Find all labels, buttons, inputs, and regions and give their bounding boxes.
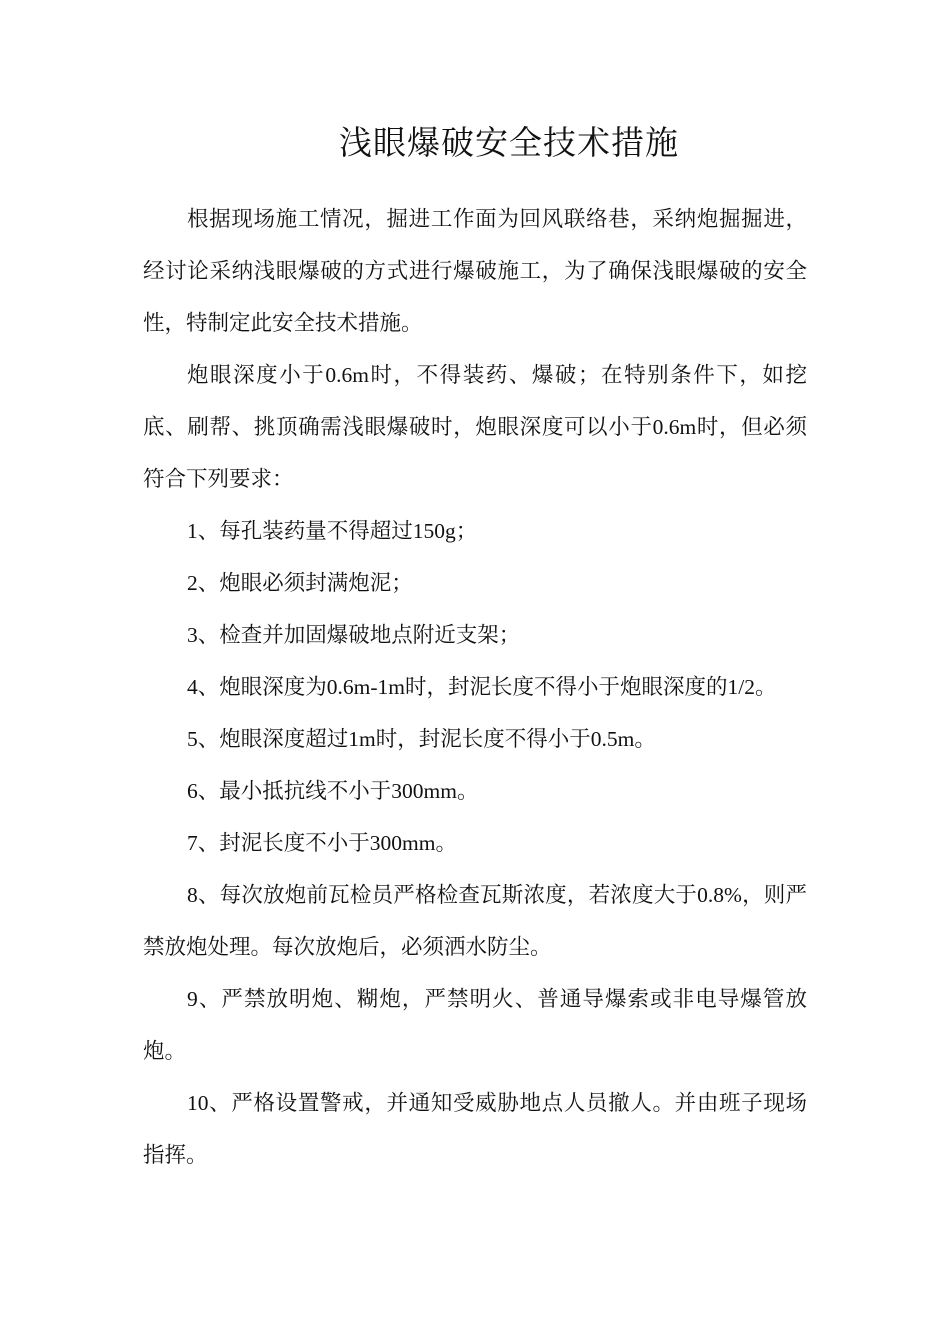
list-item-4: 4、炮眼深度为0.6m-1m时，封泥长度不得小于炮眼深度的1/2。 (187, 675, 777, 699)
paragraph-requirements: 炮眼深度小于0.6m时，不得装药、爆破；在特别条件下，如挖底、刷帮、挑顶确需浅眼爆破时，炮眼深度可以小于0.6m时，但必须符合下列要求： (143, 363, 807, 491)
list-item-10: 10、严格设置警戒，并通知受威胁地点人员撤人。并由班子现场指挥。 (143, 1091, 807, 1167)
list-item-8: 8、每次放炮前瓦检员严格检查瓦斯浓度，若浓度大于0.8%，则严禁放炮处理。每次放炮后，必须洒水防尘。 (143, 883, 807, 959)
document-body (143, 193, 807, 1181)
document-title: 浅眼爆破安全技术措施 (339, 126, 679, 162)
list-item-5: 5、炮眼深度超过1m时，封泥长度不得小于0.5m。 (187, 727, 656, 751)
list-item-7: 7、封泥长度不小于300mm。 (187, 831, 457, 855)
list-item-9: 9、严禁放明炮、糊炮，严禁明火、普通导爆索或非电导爆管放炮。 (143, 987, 807, 1063)
list-item-6: 6、最小抵抗线不小于300mm。 (187, 779, 479, 803)
paragraph-intro: 根据现场施工情况，掘进工作面为回风联络巷，采纳炮掘掘进，经讨论采纳浅眼爆破的方式进行爆破施工，为了确保浅眼爆破的安全性，特制定此安全技术措施。 (143, 207, 807, 335)
list-item-1: 1、每孔装药量不得超过150g； (187, 519, 478, 543)
list-item-3: 3、检查并加固爆破地点附近支架； (187, 623, 521, 647)
list-item-2: 2、炮眼必须封满炮泥； (187, 571, 413, 595)
